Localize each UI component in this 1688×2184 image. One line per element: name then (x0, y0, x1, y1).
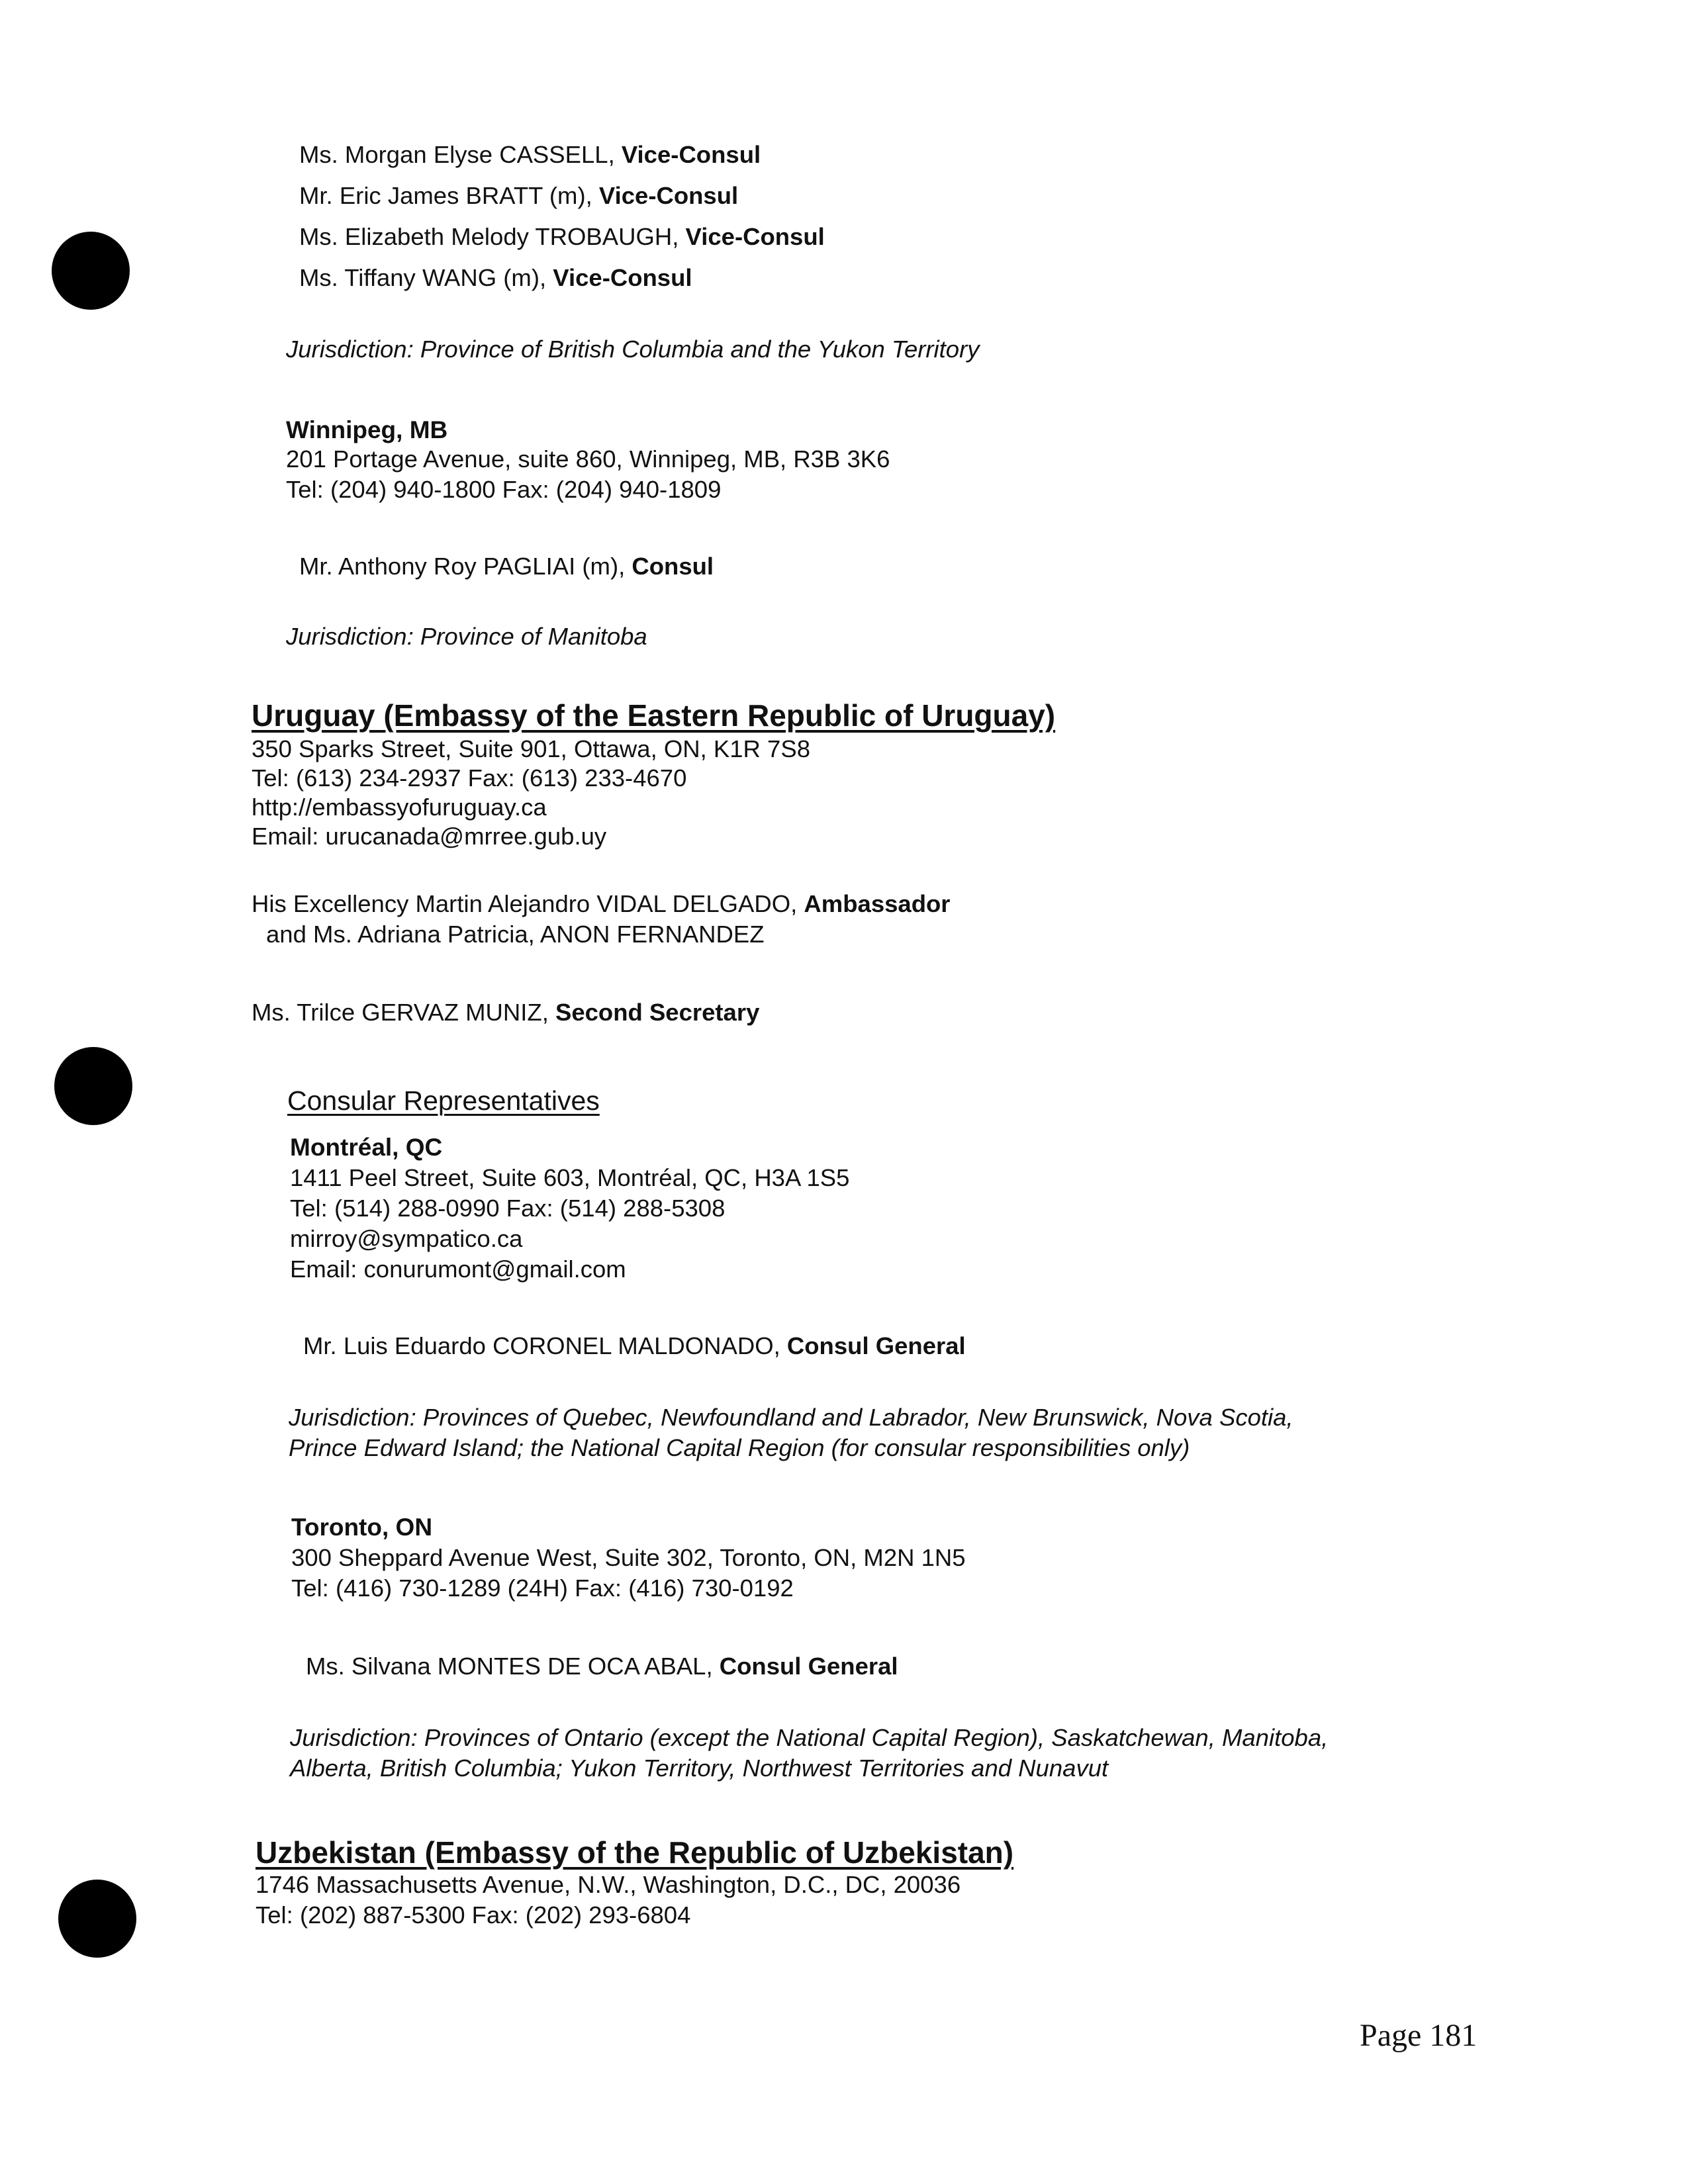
staff-line: Mr. Luis Eduardo CORONEL MALDONADO, Consul General (303, 1332, 966, 1359)
email-line: Email: conurumont@gmail.com (290, 1255, 626, 1283)
jurisdiction-text: Prince Edward Island; the National Capital Region (for consular responsibilities only) (289, 1434, 1190, 1461)
staff-line: Ms. Trilce GERVAZ MUNIZ, Second Secretary (252, 999, 760, 1026)
email-line: Email: urucanada@mrree.gub.uy (252, 823, 607, 850)
website-line: http://embassyofuruguay.ca (252, 794, 547, 821)
punch-hole-bottom (58, 1880, 136, 1958)
email-line: mirroy@sympatico.ca (290, 1225, 523, 1252)
staff-line: Ms. Morgan Elyse CASSELL, Vice-Consul (299, 141, 761, 168)
phone-line: Tel: (416) 730-1289 (24H) Fax: (416) 730-0192 (291, 1574, 794, 1602)
jurisdiction-text: Jurisdiction: Province of British Columbia and the Yukon Territory (286, 336, 980, 363)
staff-line: Mr. Eric James BRATT (m), Vice-Consul (299, 182, 739, 209)
address-line: 300 Sheppard Avenue West, Suite 302, Toronto, ON, M2N 1N5 (291, 1544, 966, 1571)
phone-line: Tel: (202) 887-5300 Fax: (202) 293-6804 (256, 1901, 691, 1929)
staff-line: Ms. Tiffany WANG (m), Vice-Consul (299, 264, 692, 291)
punch-hole-top (52, 232, 130, 310)
address-line: 350 Sparks Street, Suite 901, Ottawa, ON, K1R 7S8 (252, 735, 810, 762)
spouse-line: and Ms. Adriana Patricia, ANON FERNANDEZ (266, 921, 765, 948)
jurisdiction-text: Jurisdiction: Provinces of Ontario (except the National Capital Region), Saskatchewan, Manitoba, (290, 1724, 1329, 1751)
address-line: 1746 Massachusetts Avenue, N.W., Washington, D.C., DC, 20036 (256, 1871, 961, 1898)
country-heading-uruguay: Uruguay (Embassy of the Eastern Republic of Uruguay) (252, 698, 1056, 733)
staff-line: Ms. Silvana MONTES DE OCA ABAL, Consul General (306, 1653, 898, 1680)
ambassador-line: His Excellency Martin Alejandro VIDAL DELGADO, Ambassador (252, 890, 951, 917)
jurisdiction-text: Alberta, British Columbia; Yukon Territory, Northwest Territories and Nunavut (290, 1754, 1109, 1782)
phone-line: Tel: (204) 940-1800 Fax: (204) 940-1809 (286, 476, 722, 503)
city-heading-toronto: Toronto, ON (291, 1514, 433, 1541)
jurisdiction-text: Jurisdiction: Provinces of Quebec, Newfoundland and Labrador, New Brunswick, Nova Scotia, (289, 1404, 1293, 1431)
address-line: 201 Portage Avenue, suite 860, Winnipeg, MB, R3B 3K6 (286, 445, 890, 473)
city-heading-montreal: Montréal, QC (290, 1134, 443, 1161)
phone-line: Tel: (514) 288-0990 Fax: (514) 288-5308 (290, 1195, 726, 1222)
country-heading-uzbekistan: Uzbekistan (Embassy of the Republic of Uzbekistan) (256, 1835, 1014, 1870)
consular-representatives-heading: Consular Representatives (287, 1085, 600, 1116)
punch-hole-middle (54, 1047, 132, 1125)
jurisdiction-text: Jurisdiction: Province of Manitoba (286, 623, 647, 650)
phone-line: Tel: (613) 234-2937 Fax: (613) 233-4670 (252, 764, 687, 792)
city-heading-winnipeg: Winnipeg, MB (286, 416, 448, 443)
page-number: Page 181 (1360, 2018, 1477, 2053)
staff-line: Ms. Elizabeth Melody TROBAUGH, Vice-Consul (299, 223, 825, 250)
address-line: 1411 Peel Street, Suite 603, Montréal, QC, H3A 1S5 (290, 1164, 850, 1191)
staff-line: Mr. Anthony Roy PAGLIAI (m), Consul (299, 553, 714, 580)
